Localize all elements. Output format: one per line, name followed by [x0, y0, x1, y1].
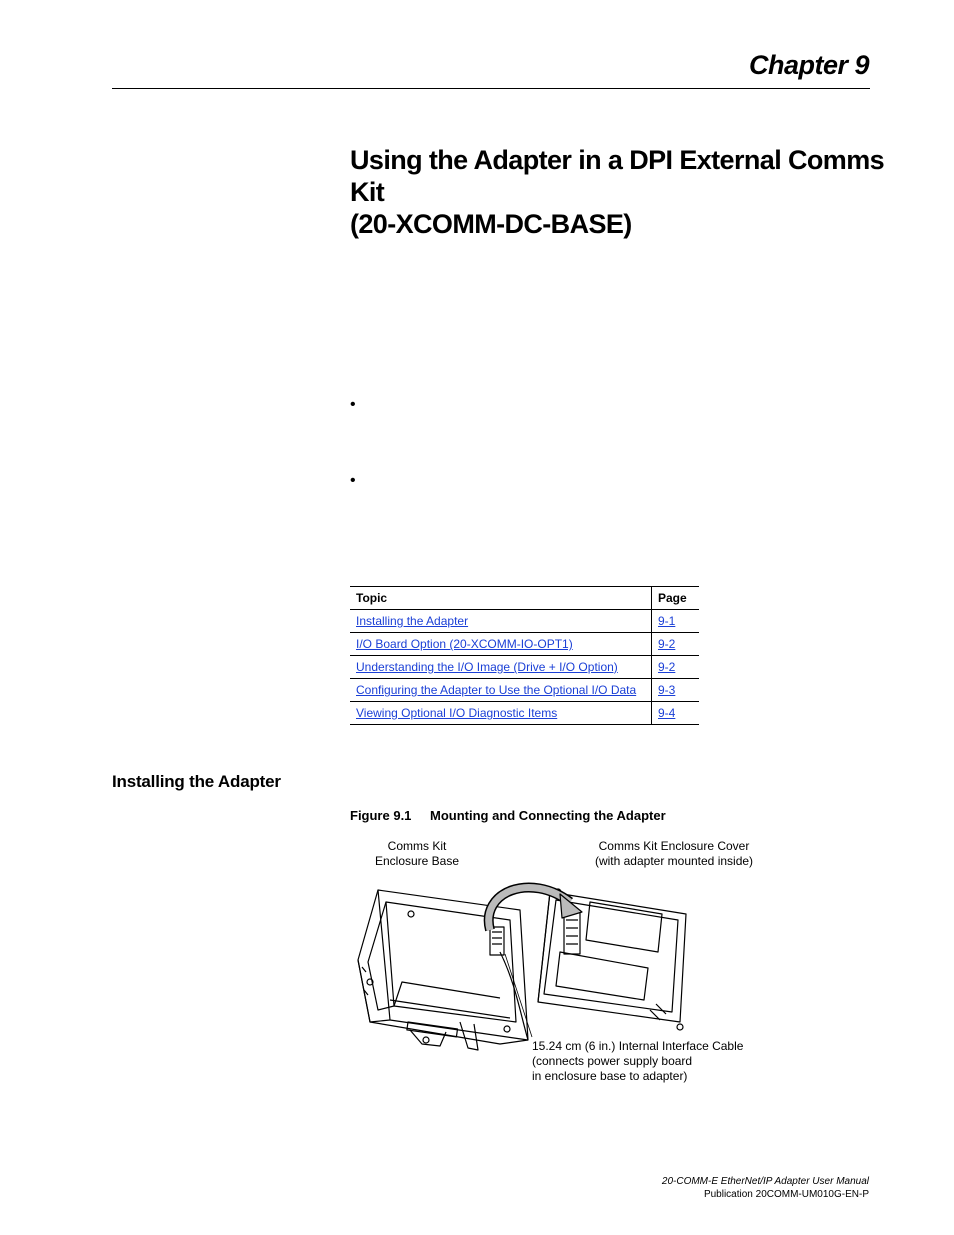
page-title — [350, 144, 890, 240]
topic-link[interactable]: Understanding the I/O Image (Drive + I/O Option) — [356, 660, 618, 674]
table-row — [350, 610, 699, 633]
enclosure-cover-drawing — [538, 889, 686, 1030]
bullet-2: • — [350, 472, 356, 489]
page-link[interactable]: 9-2 — [658, 660, 676, 674]
bullet-1: • — [350, 396, 356, 413]
page-title-line1: Using the Adapter in a DPI External Comms Kit — [350, 145, 885, 207]
figure-label: Figure 9.1 — [350, 808, 412, 823]
page-title-line2: (20-XCOMM-DC-BASE) — [350, 209, 632, 239]
header-rule — [112, 88, 870, 89]
table-row — [350, 679, 699, 702]
figure-title: Mounting and Connecting the Adapter — [430, 808, 666, 823]
page-footer — [662, 1175, 869, 1201]
mounting-arrow — [489, 887, 582, 930]
callout-base-line1: Comms Kit — [387, 839, 447, 853]
section-heading: Installing the Adapter — [112, 772, 281, 791]
page-link[interactable]: 9-3 — [658, 683, 676, 697]
page-link[interactable]: 9-2 — [658, 637, 676, 651]
callout-enclosure-base — [370, 839, 464, 869]
callout-cover-line1: Comms Kit Enclosure Cover — [598, 839, 750, 853]
topic-link[interactable]: Configuring the Adapter to Use the Optional I/O Data — [356, 683, 637, 697]
page-column-header: Page — [652, 587, 700, 610]
topic-table — [350, 586, 699, 725]
callout-enclosure-cover — [590, 839, 758, 869]
table-row — [350, 633, 699, 656]
chapter-heading: Chapter 9 — [748, 50, 869, 80]
page-link[interactable]: 9-4 — [658, 706, 676, 720]
callout-base-line2: Enclosure Base — [374, 854, 460, 868]
callout-cover-line2: (with adapter mounted inside) — [594, 854, 754, 868]
topic-link[interactable]: Viewing Optional I/O Diagnostic Items — [356, 706, 558, 720]
table-row — [350, 702, 699, 725]
callout-cable-line3: in enclosure base to adapter) — [532, 1069, 688, 1083]
callout-cable-line2: (connects power supply board — [532, 1054, 693, 1068]
topic-table-header — [350, 587, 699, 610]
enclosure-base-drawing — [358, 890, 528, 1050]
mounting-illustration — [350, 872, 700, 1057]
topic-link[interactable]: Installing the Adapter — [356, 614, 469, 628]
table-row — [350, 656, 699, 679]
topic-link[interactable]: I/O Board Option (20-XCOMM-IO-OPT1) — [356, 637, 573, 651]
figure-caption — [350, 808, 666, 823]
footer-publication: Publication 20COMM-UM010G-EN-P — [703, 1189, 869, 1200]
topic-column-header: Topic — [350, 587, 652, 610]
footer-manual-title: 20-COMM-E EtherNet/IP Adapter User Manual — [661, 1176, 869, 1187]
page-link[interactable]: 9-1 — [658, 614, 676, 628]
callout-cable-line1: 15.24 cm (6 in.) Internal Interface Cable — [532, 1039, 744, 1053]
